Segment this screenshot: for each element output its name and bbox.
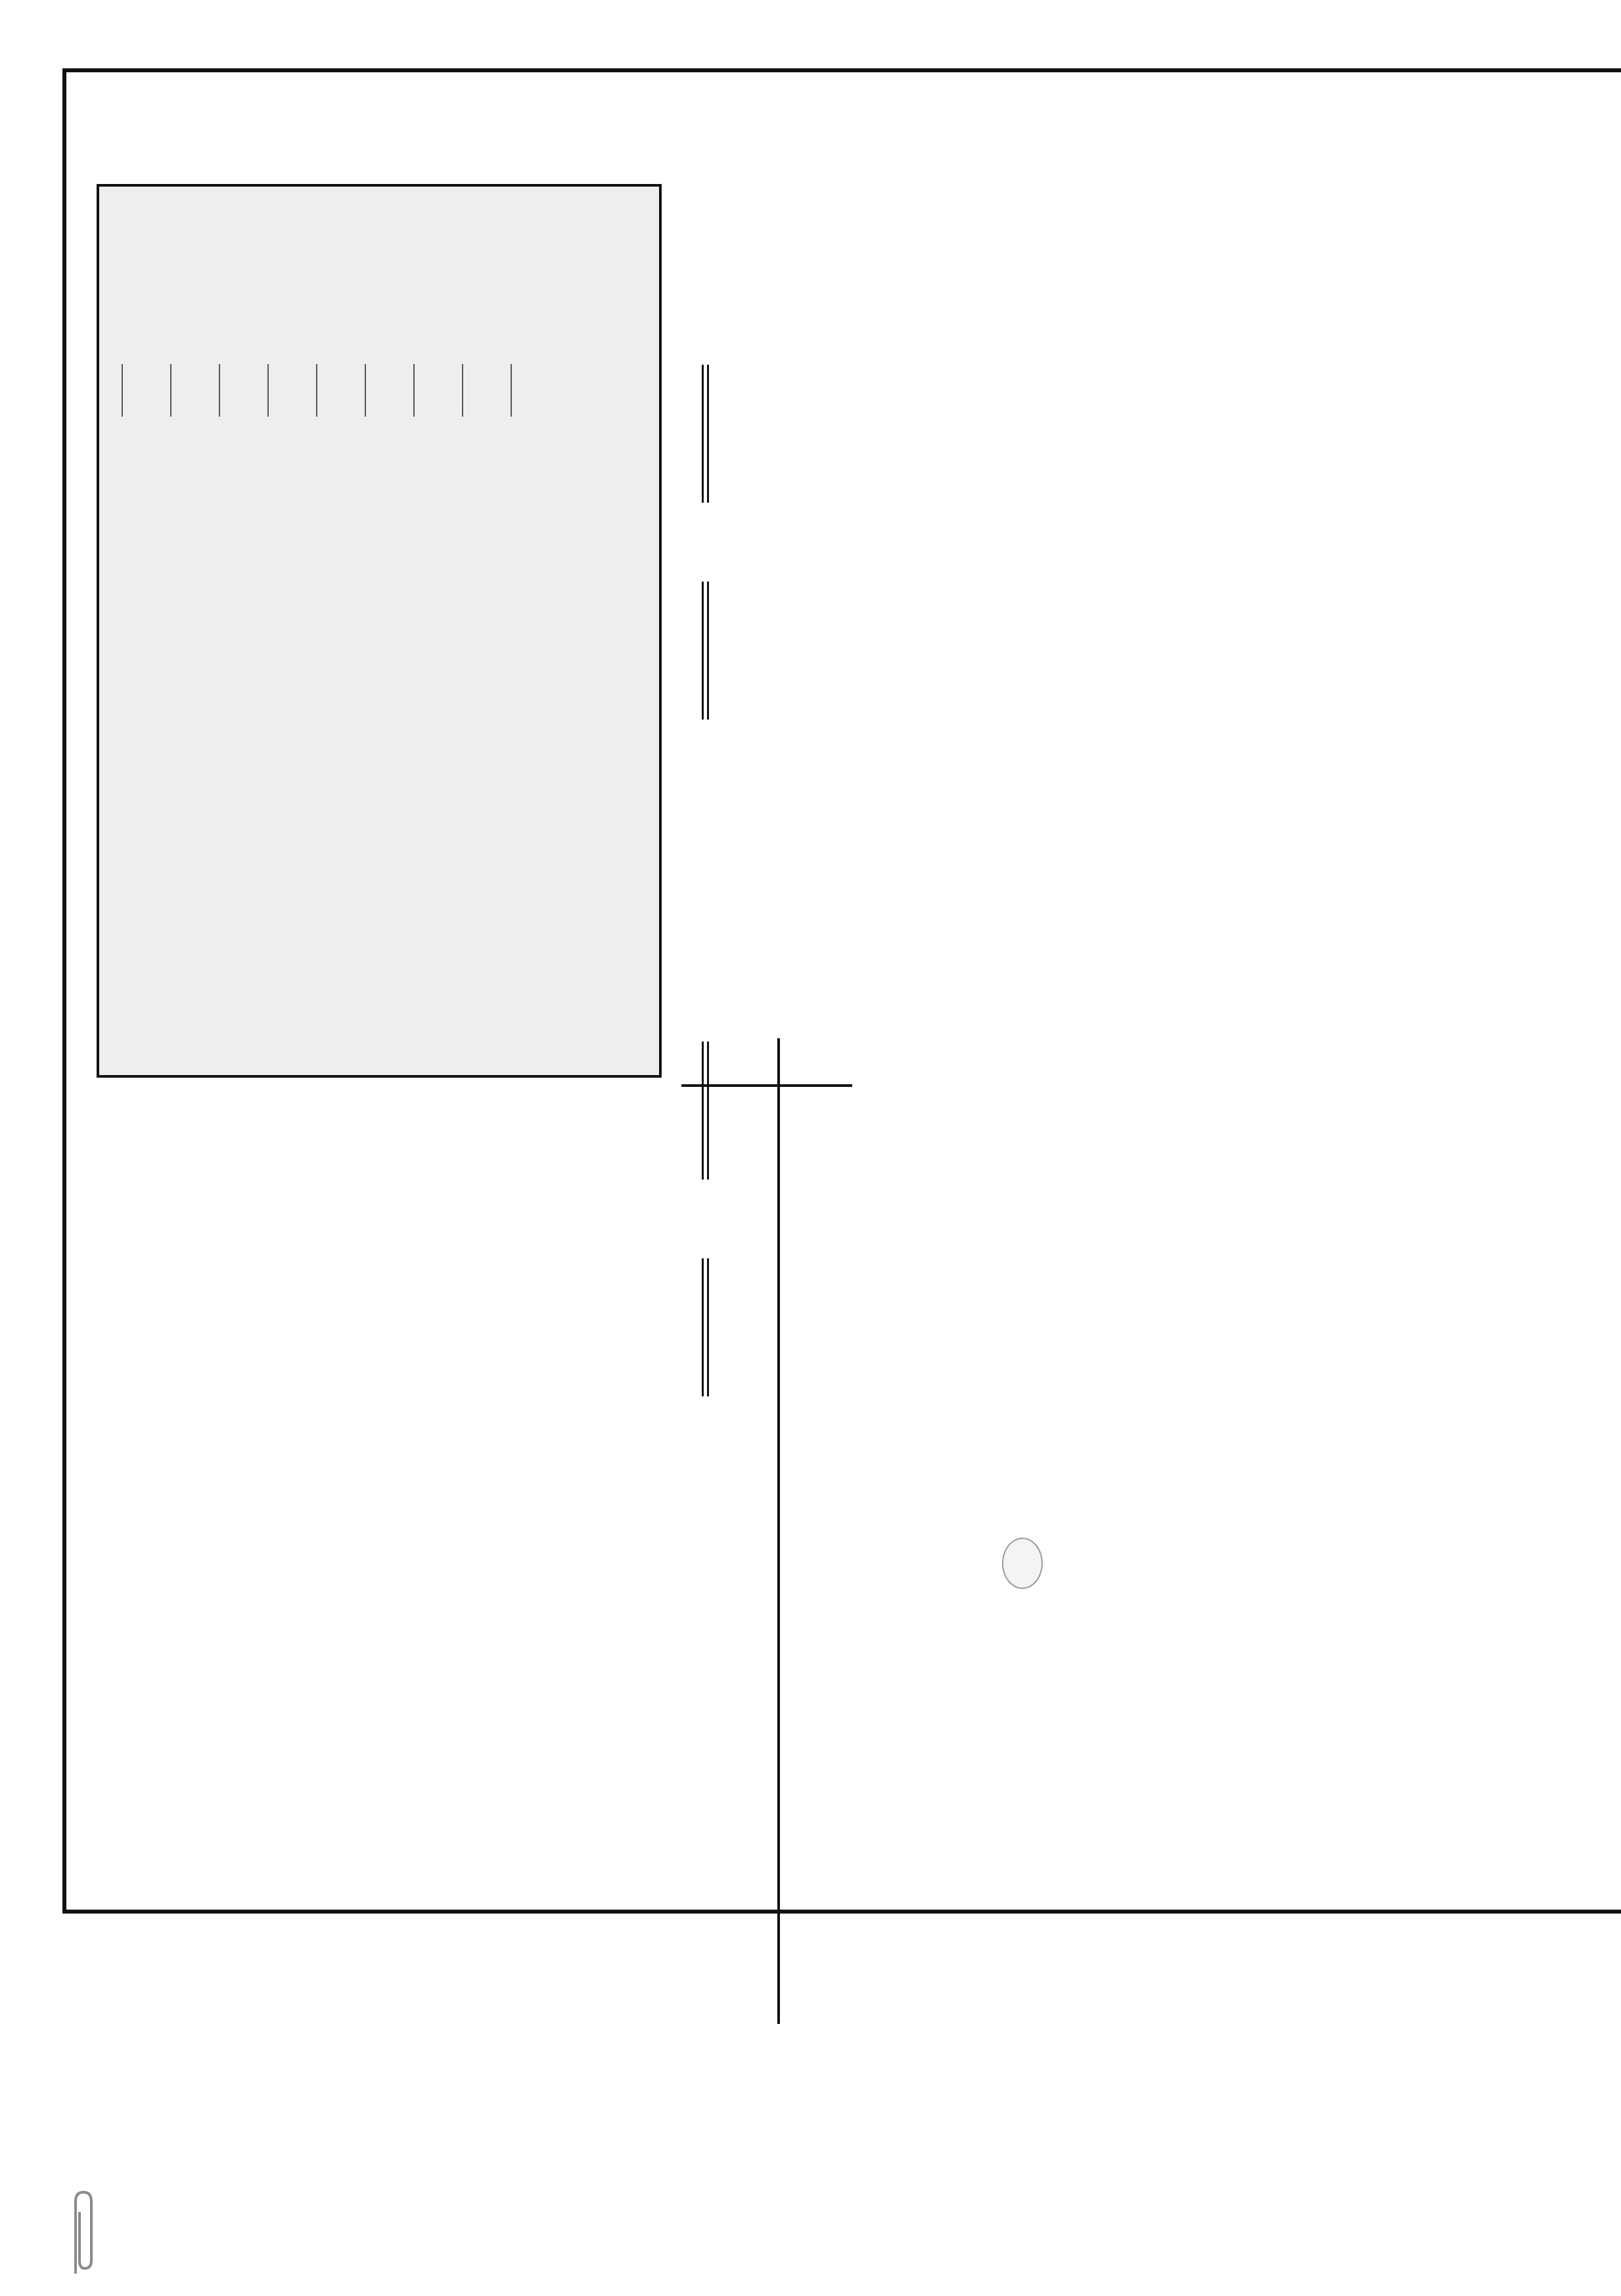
resolution-paragraph [511,1157,550,2182]
statement-line-label [896,775,926,1065]
board-member-role [307,213,346,357]
signatory-title [684,1334,721,1728]
resolution-paragraph [327,1157,366,2182]
punch-hole-mark [1002,1538,1043,1589]
member-row-dotted-rule [365,364,366,417]
statement-line-label [932,1630,963,2208]
statement-line-label [896,1630,926,2208]
signatory-name [727,1314,773,1748]
statement-line-label [1080,1630,1110,2208]
member-row-dotted-rule [316,364,317,417]
statement-line-label [859,1630,889,2208]
resolutions-title [618,1341,675,2090]
statement-line-label [785,1630,815,2208]
member-row-dotted-rule [267,364,269,417]
statement-line-label [1006,1630,1036,2208]
statement-line-label [1116,775,1147,1065]
resolution-paragraph [419,1157,458,2182]
statement-line-label [1300,775,1331,1065]
board-member-name [307,423,346,1015]
board-member-role [453,213,492,357]
board-member-name [210,423,249,1015]
statement-line-label [1337,1630,1367,2208]
paper-clip-icon [70,2188,97,2280]
resolution-paragraph [557,1157,596,2182]
signatory-title [684,223,721,618]
member-row-dotted-rule [170,364,171,417]
statement-line-label [969,1630,999,2208]
statement-line-label [969,775,999,1065]
board-member-name [404,423,444,1015]
signatory-title [684,828,721,1222]
board-member-role [112,213,152,357]
statement-line-label [1264,1630,1294,2208]
statement-line-label [1190,1630,1220,2208]
statement-line-label [785,775,815,1065]
member-row-dotted-rule [462,364,463,417]
board-members-box [97,184,662,1078]
statement-line-label [1264,775,1294,1065]
board-member-role [161,213,200,357]
statement-line-label [1080,775,1110,1065]
statement-line-label [859,775,889,1065]
statement-line-label [1300,1630,1331,2208]
statement-line-label [1116,1630,1147,2208]
statement-line-label [1153,1630,1183,2208]
resolution-paragraph [373,1157,412,2182]
statement-line-label [1337,775,1367,1065]
statement-line-label [1227,775,1257,1065]
statement-line-label [822,775,852,1065]
board-title [560,403,613,903]
board-member-role [404,213,444,357]
signatory-name [727,808,773,1242]
member-row-dotted-rule [219,364,220,417]
horizontal-rule [777,1038,780,2024]
statement-line-label [1043,1630,1073,2208]
board-member-name [112,423,152,1015]
board-member-name [453,423,492,1015]
board-member-role [258,213,298,357]
board-member-name [161,423,200,1015]
resolution-paragraph [281,1157,320,2182]
statement-line-label [1374,1630,1404,2208]
statement-line-label [1153,775,1183,1065]
statement-line-label [1227,1630,1257,2208]
board-member-name [501,423,541,1015]
resolution-paragraph [465,1157,504,2182]
signatory-name [727,204,773,637]
member-row-dotted-rule [413,364,415,417]
board-member-role [355,213,395,357]
statement-line-label [1190,775,1220,1065]
board-member-role [210,213,249,357]
statement-line-label [822,1630,852,2208]
statement-line-label [1043,775,1073,1065]
statement-line-label [932,775,963,1065]
member-row-dotted-rule [511,364,512,417]
statement-line-label [1374,775,1404,1065]
board-member-name [258,423,298,1015]
board-member-name [355,423,395,1015]
member-row-dotted-rule [122,364,123,417]
statement-line-label [1006,775,1036,1065]
board-member-role [501,213,541,357]
